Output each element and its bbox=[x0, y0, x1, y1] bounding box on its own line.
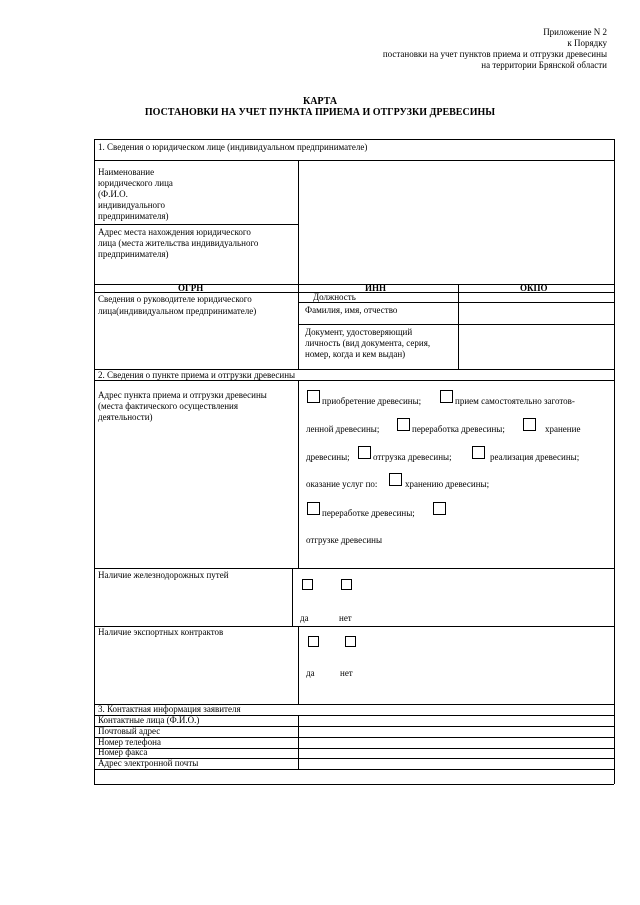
fio-field[interactable] bbox=[459, 303, 613, 324]
rail-no-checkbox[interactable] bbox=[341, 579, 352, 590]
contact-persons-label: Контактные лица (Ф.И.О.) bbox=[98, 715, 200, 725]
title-line-2: ПОСТАНОВКИ НА УЧЕТ ПУНКТА ПРИЕМА И ОТГРУЗКИ ДРЕВЕСИНЫ bbox=[144, 107, 496, 118]
position-field[interactable] bbox=[459, 293, 613, 302]
self-harvest-label-cont: ленной древесины; bbox=[306, 424, 380, 434]
appendix-region: на территории Брянской области bbox=[481, 60, 607, 70]
self-harvest-label: прием самостоятельно заготов- bbox=[455, 396, 575, 406]
service-shipment-label: отгрузке древесины bbox=[306, 535, 382, 545]
acquisition-label: приобретение древесины; bbox=[322, 396, 422, 406]
export-contracts-label: Наличие экспортных контрактов bbox=[98, 627, 224, 637]
service-processing-label: переработке древесины; bbox=[322, 508, 415, 518]
legal-entity-name-field[interactable] bbox=[299, 161, 613, 283]
appendix-header bbox=[383, 27, 607, 71]
sale-label: реализация древесины; bbox=[490, 452, 580, 462]
postal-address-field[interactable] bbox=[299, 727, 613, 737]
email-field[interactable] bbox=[299, 759, 613, 769]
identity-document-field[interactable] bbox=[459, 325, 613, 369]
contact-persons-field[interactable] bbox=[299, 716, 613, 726]
email-label: Адрес электронной почты bbox=[98, 758, 199, 768]
export-no-checkbox[interactable] bbox=[345, 636, 356, 647]
postal-address-label: Почтовый адрес bbox=[98, 726, 161, 736]
rail-no-label: нет bbox=[339, 613, 352, 623]
service-storage-checkbox[interactable] bbox=[389, 473, 402, 486]
service-storage-label: хранению древесины; bbox=[405, 479, 490, 489]
rail-yes-label: да bbox=[300, 613, 309, 623]
inn-column-header: ИНН bbox=[365, 283, 387, 293]
section2-heading: 2. Сведения о пункте приема и отгрузки древесины bbox=[98, 370, 296, 380]
shipment-label: отгрузка древесины; bbox=[373, 452, 452, 462]
service-processing-checkbox[interactable] bbox=[307, 502, 320, 515]
phone-label: Номер телефона bbox=[98, 737, 161, 747]
storage-label-cont: древесины; bbox=[306, 452, 350, 462]
export-yes-checkbox[interactable] bbox=[308, 636, 319, 647]
fax-label: Номер факса bbox=[98, 747, 148, 757]
export-no-label: нет bbox=[340, 668, 353, 678]
appendix-procedure: постановки на учет пунктов приема и отгрузки древесины bbox=[382, 49, 607, 59]
services-intro-label: оказание услуг по: bbox=[306, 479, 378, 489]
title-line-1: КАРТА bbox=[302, 96, 338, 107]
position-label: Должность bbox=[313, 292, 356, 302]
rail-tracks-label: Наличие железнодорожных путей bbox=[98, 570, 229, 580]
sale-checkbox[interactable] bbox=[472, 446, 485, 459]
self-harvest-checkbox[interactable] bbox=[440, 390, 453, 403]
processing-checkbox[interactable] bbox=[397, 418, 410, 431]
section1-heading: 1. Сведения о юридическом лице (индивидуальном предпринимателе) bbox=[98, 142, 368, 152]
rail-yes-checkbox[interactable] bbox=[302, 579, 313, 590]
fax-field[interactable] bbox=[299, 749, 613, 758]
appendix-ref: к Порядку bbox=[567, 38, 607, 48]
phone-field[interactable] bbox=[299, 738, 613, 748]
ogrn-column-header: ОГРН bbox=[178, 283, 204, 293]
storage-checkbox[interactable] bbox=[523, 418, 536, 431]
okpo-column-header: ОКПО bbox=[520, 283, 548, 293]
fio-label: Фамилия, имя, отчество bbox=[305, 305, 398, 315]
processing-label: переработка древесины; bbox=[412, 424, 505, 434]
section3-heading: 3. Контактная информация заявителя bbox=[98, 704, 241, 714]
appendix-number: Приложение N 2 bbox=[543, 27, 607, 37]
shipment-checkbox[interactable] bbox=[358, 446, 371, 459]
storage-label: хранение bbox=[545, 424, 581, 434]
acquisition-checkbox[interactable] bbox=[307, 390, 320, 403]
export-yes-label: да bbox=[306, 668, 315, 678]
service-shipment-checkbox[interactable] bbox=[433, 502, 446, 515]
